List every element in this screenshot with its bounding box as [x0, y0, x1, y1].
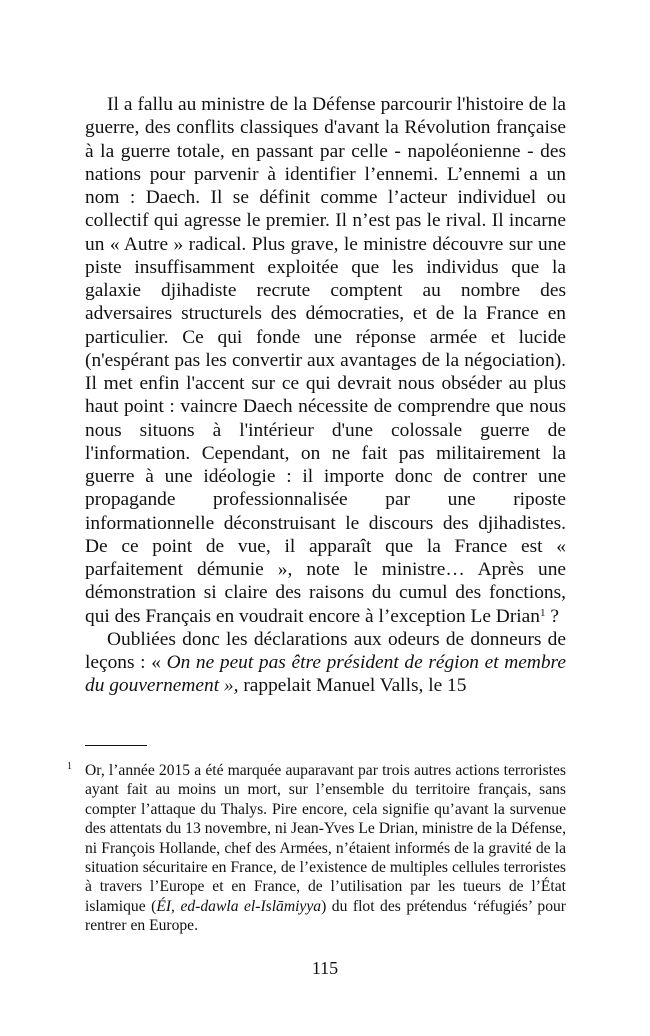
footnote-text-before: Or, l’année 2015 a été marquée auparavant par trois autres actions terroristes ayant fait au moins un mort, sur l’ensemble du territoire français, sans compter l’attaque du Thalys. Pire encore, cela signifie qu’avant la survenue des attentats du 13 novembre, ni Jean-Yves Le Drian, ministre de la Défense, ni François Hollande, chef des Armées, n’étaient informés de la gravité de la situation sécuritaire en France, de l’existence de multiples cellules terroristes à travers l’Europe et en France, de l’utilisation par les tueurs de l’État islamique ( [85, 762, 566, 915]
page-number: 115 [311, 958, 339, 978]
footnote-text-after: ) du flot des prétendus ‘réfugiés’ pour rentrer en Europe. [85, 897, 566, 935]
paragraph-1-text: Il a fallu au ministre de la Défense parcourir l'histoire de la guerre, des conflits classiques d'avant la Révolution française à la guerre totale, en passant par celle - napoléonienne - des nations pour parvenir à identifier l’ennemi. L’ennemi a un nom : Daech. Il se définit comme l’acteur individuel ou collectif qui agresse le premier. Il n’est pas le rival. Il incarne un « Autre » radical. Plus grave, le ministre découvre sur une piste insuffisamment exploitée que les individus que la galaxie djihadiste recrute comptent au nombre des adversaires structurels des démocraties, et de la France en particulier. Ce qui fonde une réponse armée et lucide (n'espérant pas les convertir aux avantages de la négociation). Il met enfin l'accent sur ce qui devrait nous obséder au plus haut point : vaincre Daech nécessite de comprendre que nous nous situons à l'intérieur d'une colossale guerre de l'information. Cependant, on ne fait pas militairement la guerre à une idéologie : il importe donc de contrer une propagande professionnalisée par une riposte informationnelle déconstruisant le discours des djihadistes. De ce point de vue, il apparaît que la France est « parfaitement démunie », note le ministre… Après une démonstration si claire des raisons du cumul des fonctions, qui des Français en voudrait encore à l’exception Le Drian [85, 94, 566, 627]
footnote-reference: 1 [539, 606, 546, 619]
paragraph-1-end: ? [545, 605, 559, 627]
footnote-italic: ÉI, ed-dawla el-Islāmiyya [156, 897, 322, 915]
paragraph-2-outro: rappelait Manuel Valls, le 15 [238, 675, 467, 697]
footnote-1 [67, 761, 566, 936]
paragraph-2 [85, 628, 566, 698]
body-text [85, 93, 566, 698]
paragraph-2-intro: Oubliées donc les déclarations aux odeurs de donneurs de leçons : « [85, 628, 566, 673]
footnote-separator [85, 745, 147, 746]
footnote-marker: 1 [67, 761, 72, 772]
paragraph-2-quote: On ne peut pas être président de région et membre du gouvernement », [85, 652, 566, 697]
paragraph-1 [85, 93, 566, 628]
